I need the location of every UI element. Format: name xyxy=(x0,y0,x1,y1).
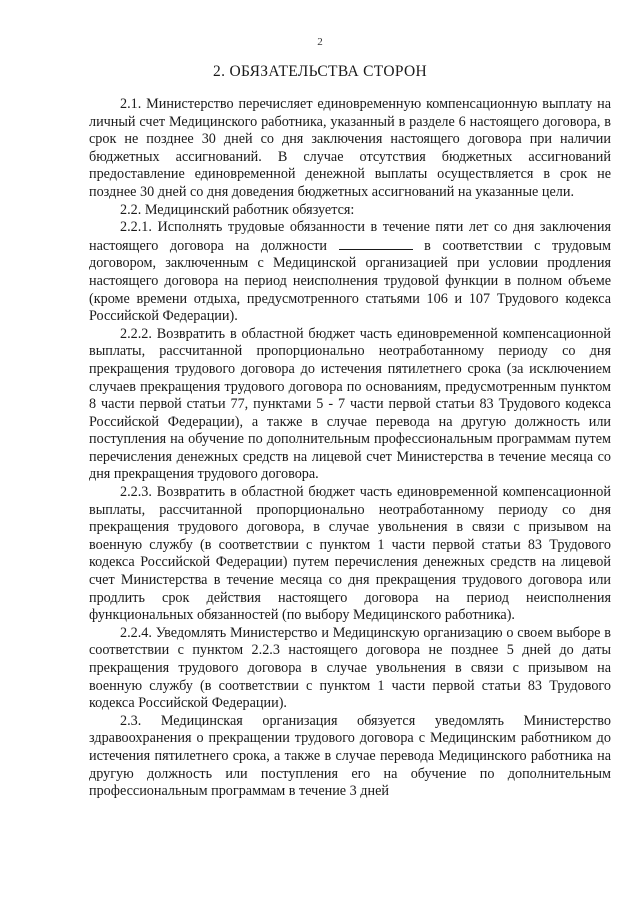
paragraph-2-1: 2.1. Министерство перечисляет единовременную компенсационную выплату на личный счет Медицинского работника, указанный в разделе 6 настоящего договора, в срок не позднее 30 дней со дня заключения настоящего договора при наличии бюджетных ассигнований. В случае отсутствия бюджетных ассигнований предоставление единовременной денежной выплаты осуществляется в срок не позднее 30 дней со дня доведения бюджетных ассигнований на указанные цели. xyxy=(89,96,611,200)
paragraph-2-2-1 xyxy=(89,219,611,326)
paragraph-2-2-3: 2.2.3. Возвратить в областной бюджет часть единовременной компенсационной выплаты, рассчитанной пропорционально неотработанному периоду со дня прекращения трудового договора, в случае увольнения в связи с призывом на военную службу (в соответствии с пунктом 1 части первой статьи 83 Трудового кодекса Российской Федерации) путем перечисления денежных средств на лицевой счет Министерства в течение месяца со дня прекращения трудового договора или продлить срок действия настоящего договора на период неисполнения функциональных обязанностей (по выбору Медицинского работника). xyxy=(89,484,611,624)
paragraph-2-2-4: 2.2.4. Уведомлять Министерство и Медицинскую организацию о своем выборе в соответствии с пунктом 2.2.3 настоящего договора не позднее 5 дней до даты прекращения трудового договора в случае увольнения в связи с призывом на военную службу (в соответствии с пунктом 1 части первой статьи 83 Трудового кодекса Российской Федерации). xyxy=(89,624,611,712)
document-body xyxy=(89,96,611,801)
paragraph-2-2-2: 2.2.2. Возвратить в областной бюджет часть единовременной компенсационной выплаты, рассчитанной пропорционально неотработанному периоду со дня прекращения трудового договора до истечения пятилетнего срока (за исключением случаев прекращения трудового договора по основаниям, предусмотренным пунктом 8 части первой статьи 77, пунктами 5 - 7 части первой статьи 83 Трудового кодекса Российской Федерации), а также в случае перевода на другую должность или поступления на обучение по дополнительным профессиональным программам путем перечисления денежных средств на лицевой счет Министерства в течение месяца со дня прекращения трудового договора. xyxy=(89,325,611,483)
paragraph-2-2-1-start: 2.2.1. Исполнять трудовые обязанности в течение пяти лет со дня заключения настоящего договора на должности xyxy=(89,219,611,254)
paragraph-2-3: 2.3. Медицинская организация обязуется уведомлять Министерство здравоохранения о прекращении трудового договора с Медицинским работником до истечения пятилетнего срока, а также в случае перевода Медицинского работника на другую должность или поступления его на обучение по дополнительным профессиональным программам в течение 3 дней xyxy=(89,712,611,800)
paragraph-2-2-1-end: в соответствии с трудовым договором, заключенным с Медицинской организацией при условии продления настоящего договора на период неисполнения трудовой функции в полном объеме (кроме времени отдыха, предусмотренного статьями 106 и 107 Трудового кодекса Российской Федерации). xyxy=(89,237,611,325)
section-title: 2. ОБЯЗАТЕЛЬСТВА СТОРОН xyxy=(213,63,427,80)
position-blank-line[interactable] xyxy=(339,237,413,250)
page-number: 2 xyxy=(317,36,323,48)
paragraph-2-2: 2.2. Медицинский работник обязуется: xyxy=(120,201,355,218)
